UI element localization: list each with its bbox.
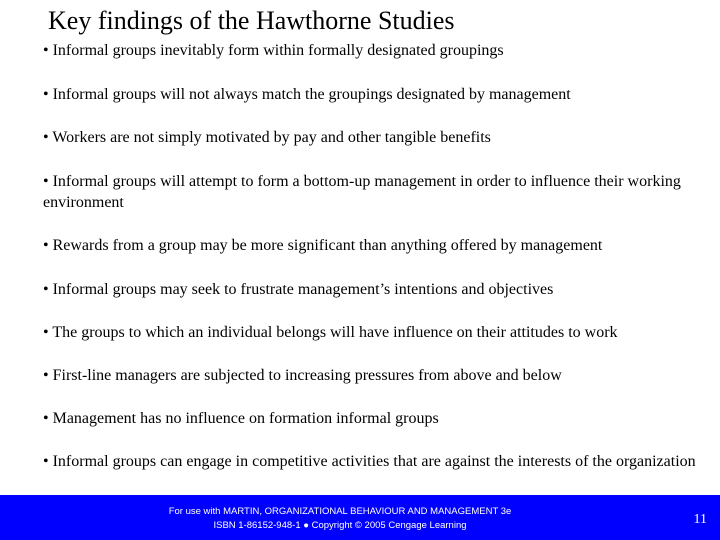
bullet-item: • Informal groups may seek to frustrate management’s intentions and objectives [43, 281, 554, 298]
page-number: 11 [693, 512, 707, 527]
footer-line-book: For use with MARTIN, ORGANIZATIONAL BEHAVIOUR AND MANAGEMENT 3e [168, 506, 512, 517]
bullet-item: • The groups to which an individual belongs will have influence on their attitudes to work [43, 324, 618, 341]
bullet-item: • Rewards from a group may be more significant than anything offered by management [43, 237, 603, 254]
bullet-item: • Informal groups will not always match the groupings designated by management [43, 86, 571, 103]
bullet-item: • Management has no influence on formation informal groups [43, 410, 439, 427]
bullet-item: • First-line managers are subjected to increasing pressures from above and below [43, 367, 562, 384]
bullet-item: • Informal groups can engage in competitive activities that are against the interests of the organization [43, 453, 696, 470]
footer-bar [0, 495, 720, 540]
bullet-item: • Workers are not simply motivated by pay and other tangible benefits [43, 129, 491, 146]
bullet-item: • Informal groups will attempt to form a bottom-up management in order to influence their working environment [43, 173, 681, 211]
slide-title: Key findings of the Hawthorne Studies [48, 6, 455, 35]
copyright-notice [140, 505, 540, 533]
bullet-item: • Informal groups inevitably form within formally designated groupings [43, 42, 504, 59]
footer-line-copyright: ISBN 1-86152-948-1 ● Copyright © 2005 Cengage Learning [213, 520, 467, 531]
